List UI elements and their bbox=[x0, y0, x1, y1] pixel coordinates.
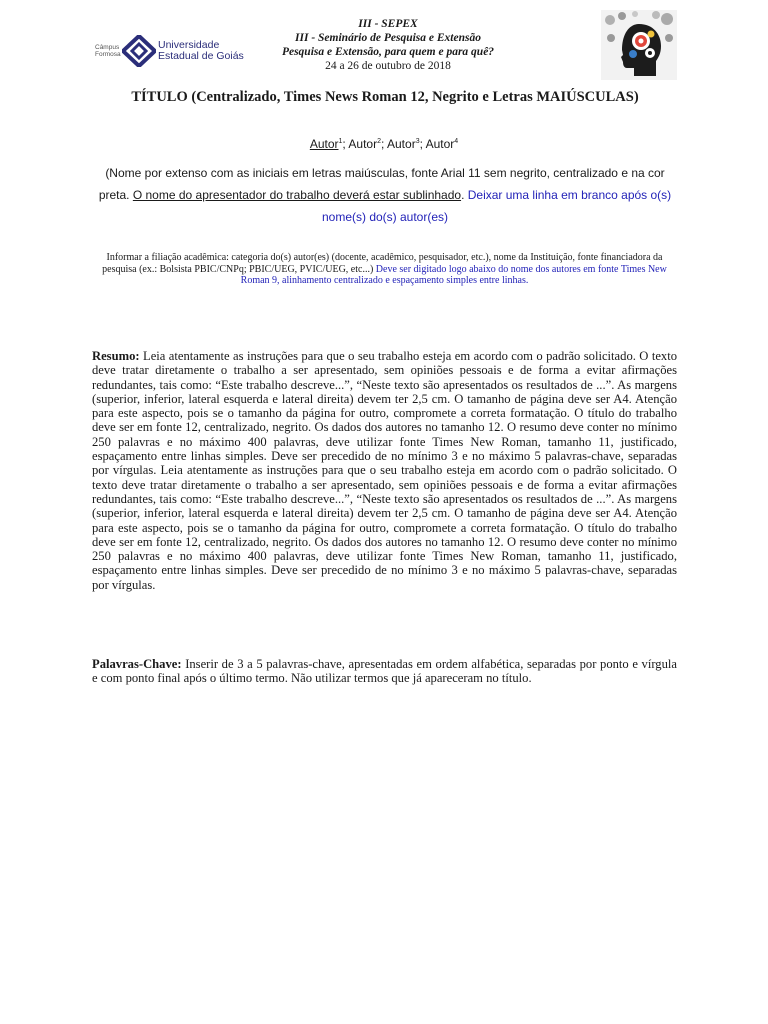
abstract-paragraph bbox=[92, 349, 677, 592]
event-header bbox=[248, 17, 528, 73]
author-2: ; Autor bbox=[342, 137, 378, 151]
logo-university-name bbox=[158, 40, 244, 62]
paper-title: TÍTULO (Centralizado, Times News Roman 12, Negrito e Letras MAIÚSCULAS) bbox=[131, 89, 639, 105]
author-sup-2: 2 bbox=[377, 138, 381, 145]
affiliation-block bbox=[92, 252, 677, 287]
author-instructions bbox=[90, 162, 680, 228]
affiliation-format-note: Deve ser digitado logo abaixo do nome dos autores em fonte Times New Roman 9, alinhamento centralizado e espaçamento simples entre linhas. bbox=[240, 263, 667, 286]
university-logo bbox=[95, 34, 245, 68]
logo-campus-text: Câmpus Formosa bbox=[95, 44, 121, 58]
head-gears-illustration bbox=[601, 10, 677, 80]
author-list bbox=[0, 137, 768, 151]
instructions-separator: . bbox=[461, 188, 468, 202]
presenter-underline-note: O nome do apresentador do trabalho deverá estar sublinhado bbox=[132, 188, 462, 202]
author-4: ; Autor bbox=[419, 137, 455, 151]
keywords-paragraph bbox=[92, 657, 677, 686]
abstract-label: Resumo: bbox=[92, 349, 140, 363]
logo-university-line2: Estadual de Goiás bbox=[158, 50, 244, 62]
logo-university-line1: Universidade bbox=[158, 39, 220, 51]
instructions-text: (Nome por extenso com as iniciais em letras maiúsculas, fonte Arial 11 sem negrito, centralizado e na cor preta. bbox=[98, 166, 665, 202]
author-sup-4: 4 bbox=[454, 138, 459, 145]
author-sup-1: 1 bbox=[338, 138, 343, 145]
university-emblem-icon bbox=[122, 35, 156, 67]
keywords-text: Inserir de 3 a 5 palavras-chave, apresentadas em ordem alfabética, separadas por ponto e vírgula e com ponto final após o último termo. Não utilizar termos que já apareceram no título. bbox=[92, 657, 677, 686]
event-acronym: III - SEPEX bbox=[358, 18, 418, 30]
event-theme: Pesquisa e Extensão, para quem e para quê? bbox=[281, 46, 495, 58]
event-dates: 24 a 26 de outubro de 2018 bbox=[325, 60, 451, 72]
event-name: III - Seminário de Pesquisa e Extensão bbox=[295, 32, 481, 44]
blank-line-note: Deixar uma linha em branco após o(s) nome(s) do(s) autor(es) bbox=[321, 188, 672, 224]
author-sup-3: 3 bbox=[415, 138, 420, 145]
author-3: ; Autor bbox=[381, 137, 416, 151]
keywords-label: Palavras-Chave: bbox=[92, 657, 182, 671]
abstract-text: Leia atentamente as instruções para que o seu trabalho esteja em acordo com o padrão solicitado. O texto deve tratar diretamente o trabalho a ser apresentado, sem opiniões pessoais e de forma a evitar afirmações redundantes, tais como: “Este trabalho descreve...”, “Neste texto são apresentados os resultados de ...”. As margens (superior, inferior, lateral esquerda e lateral direita) devem ter 2,5 cm. O tamanho de página deve ser A4. Atenção para este aspecto, pois se o tamanho da página for outro, compromete a correta formatação. O título do trabalho deve ser em fonte 12, centralizado, negrito. Os dados dos autores no tamanho 12. O resumo deve conter no mínimo 250 palavras e no máximo 400 palavras, deve utilizar fonte Times New Roman, tamanho 11, justificado, espaçamento entre linhas simples. Deve ser precedido de no mínimo 3 e no máximo 5 palavras-chave, separadas por vírgulas. Leia atentamente as instruções para que o seu trabalho esteja em acordo com o padrão solicitado. O texto deve tratar diretamente o trabalho a ser apresentado, sem opiniões pessoais e de forma a evitar afirmações redundantes, tais como: “Este trabalho descreve...”, “Neste texto são apresentados os resultados de ...”. As margens (superior, inferior, lateral esquerda e lateral direita) devem ter 2,5 cm. O tamanho de página deve ser A4. Atenção para este aspecto, pois se o tamanho da página for outro, compromete a correta formatação. O título do trabalho deve ser em fonte 12, centralizado, negrito. Os dados dos autores no tamanho 12. O resumo deve conter no mínimo 250 palavras e no máximo 400 palavras, deve utilizar fonte Times New Roman, tamanho 11, justificado, espaçamento entre linhas simples. Deve ser precedido de no mínimo 3 e no máximo 5 palavras-chave, separadas por vírgulas. bbox=[92, 349, 677, 592]
affiliation-text: Informar a filiação acadêmica: categoria do(s) autor(es) (docente, acadêmico, pesquisador, etc.), nome da Instituição, fonte financiadora da pesquisa (ex.: Bolsista PBIC/CNPq; PBIC/UEG, PVIC/UEG, etc...) bbox=[102, 252, 663, 275]
presenting-author: Autor bbox=[309, 137, 339, 151]
